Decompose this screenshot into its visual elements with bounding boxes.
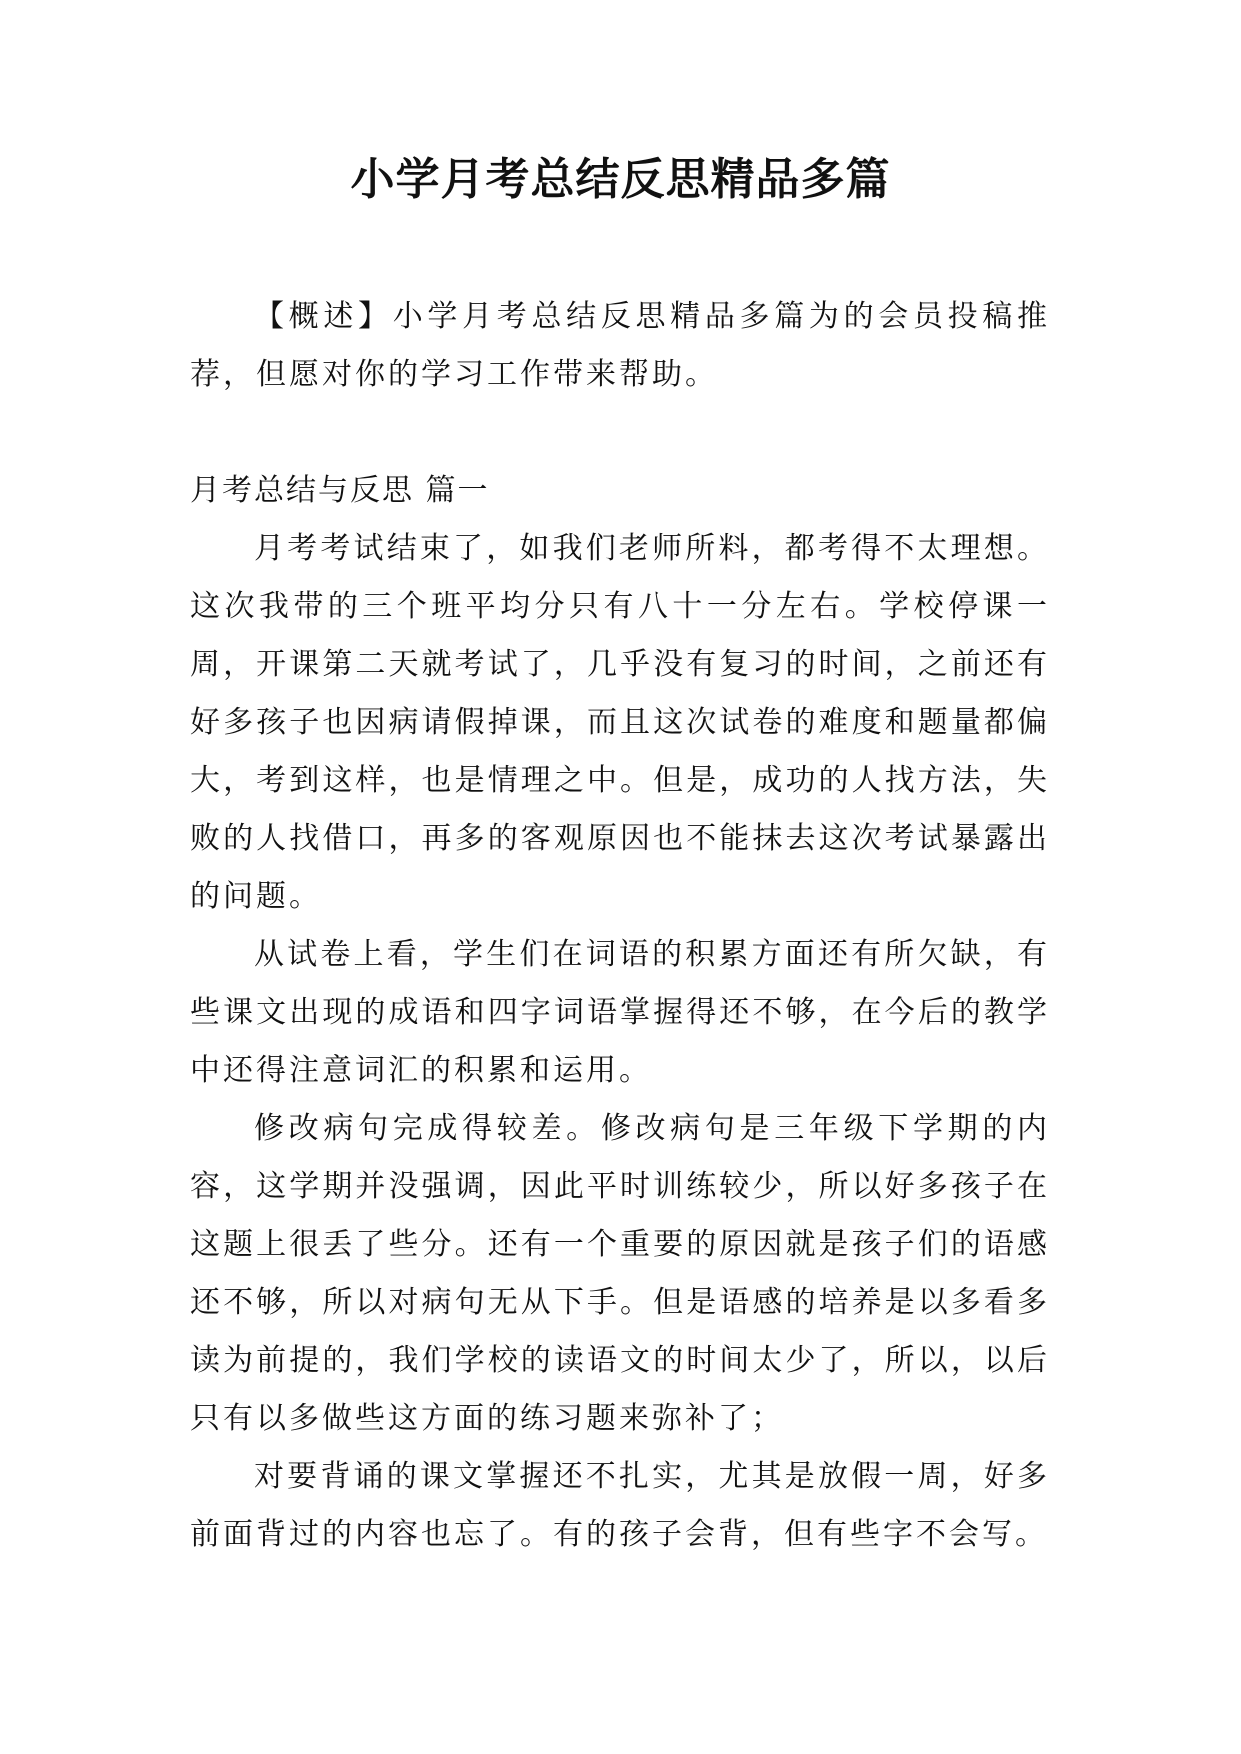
- section-heading: 月考总结与反思 篇一: [190, 473, 490, 508]
- body-paragraph-1: 月考考试结束了，如我们老师所料，都考得不太理想。这次我带的三个班平均分只有八十一分左右。学校停课一周，开课第二天就考试了，几乎没有复习的时间，之前还有好多孩子也因病请假掉课，而且这次试卷的难度和题量都偏大，考到这样，也是情理之中。但是，成功的人找方法，失败的人找借口，再多的客观原因也不能抹去这次考试暴露出的问题。: [190, 531, 1050, 914]
- body-paragraph-3: 修改病句完成得较差。修改病句是三年级下学期的内容，这学期并没强调，因此平时训练较少，所以好多孩子在这题上很丢了些分。还有一个重要的原因就是孩子们的语感还不够，所以对病句无从下手。但是语感的培养是以多看多读为前提的，我们学校的读语文的时间太少了，所以，以后只有以多做些这方面的练习题来弥补了；: [190, 1111, 1050, 1436]
- document-title: 小学月考总结反思精品多篇: [350, 154, 891, 205]
- document-body: [190, 288, 1050, 1564]
- body-paragraph-2: 从试卷上看，学生们在词语的积累方面还有所欠缺，有些课文出现的成语和四字词语掌握得还不够，在今后的教学中还得注意词汇的积累和运用。: [190, 937, 1050, 1088]
- overview-paragraph: 【概述】小学月考总结反思精品多篇为的会员投稿推荐，但愿对你的学习工作带来帮助。: [190, 299, 1050, 392]
- body-paragraph-4: 对要背诵的课文掌握还不扎实，尤其是放假一周，好多前面背过的内容也忘了。有的孩子会背，但有些字不会写。: [190, 1459, 1050, 1552]
